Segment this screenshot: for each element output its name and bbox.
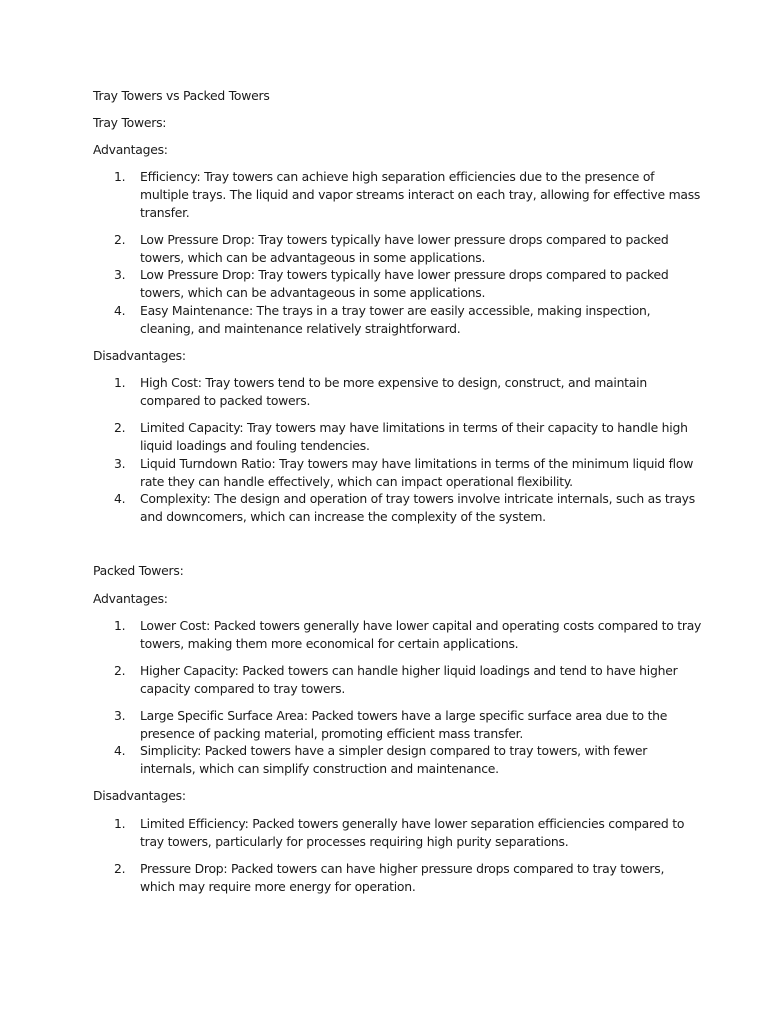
text-line: cleaning, and maintenance relatively straightforward. [140,321,461,336]
text-line: Large Specific Surface Area: Packed towers have a large specific surface area due to the [140,708,668,723]
text-line: capacity compared to tray towers. [140,681,346,696]
list-number: 1. [114,618,126,633]
text-line: towers, making them more economical for certain applications. [140,636,519,651]
text-line: Limited Capacity: Tray towers may have limitations in terms of their capacity to handle high [140,420,688,435]
text-line: High Cost: Tray towers tend to be more expensive to design, construct, and maintain [140,375,647,390]
text-line: compared to packed towers. [140,393,311,408]
list-item-text [140,455,700,491]
text-line: which may require more energy for operation. [140,879,416,894]
text-line: Easy Maintenance: The trays in a tray tower are easily accessible, making inspection, [140,303,651,318]
list-item-text [140,742,700,778]
text-line: Higher Capacity: Packed towers can handle higher liquid loadings and tend to have higher [140,663,678,678]
list-number: 4. [114,491,126,506]
list-number: 2. [114,232,126,247]
list-item-text [140,617,700,653]
list-item-text [140,266,700,302]
list-item-text [140,860,700,896]
list-item-text [140,815,700,851]
text-line: transfer. [140,205,190,220]
list-item-text [140,707,700,743]
list-item-text [140,168,700,222]
text-line: Efficiency: Tray towers can achieve high separation efficiencies due to the presence of [140,169,655,184]
packed-towers-heading: Packed Towers: [93,563,184,578]
list-number: 2. [114,861,126,876]
list-number: 3. [114,708,126,723]
packed-disadvantages-heading: Disadvantages: [93,788,186,803]
text-line: Low Pressure Drop: Tray towers typically have lower pressure drops compared to packed [140,232,669,247]
list-item-text [140,302,700,338]
list-number: 2. [114,663,126,678]
tray-towers-heading: Tray Towers: [93,115,167,130]
list-item-text [140,419,700,455]
text-line: Simplicity: Packed towers have a simpler design compared to tray towers, with fewer [140,743,648,758]
text-line: tray towers, particularly for processes requiring high purity separations. [140,834,569,849]
list-number: 4. [114,303,126,318]
list-item-text [140,662,700,698]
document-title: Tray Towers vs Packed Towers [93,88,270,103]
list-number: 2. [114,420,126,435]
text-line: Complexity: The design and operation of tray towers involve intricate internals, such as trays [140,491,695,506]
list-item-text [140,374,700,410]
list-number: 1. [114,816,126,831]
text-line: liquid loadings and fouling tendencies. [140,438,370,453]
text-line: Limited Efficiency: Packed towers generally have lower separation efficiencies compared to [140,816,685,831]
list-number: 1. [114,169,126,184]
text-line: and downcomers, which can increase the complexity of the system. [140,509,546,524]
tray-advantages-heading: Advantages: [93,142,168,157]
list-item-text [140,490,700,526]
text-line: presence of packing material, promoting efficient mass transfer. [140,726,524,741]
text-line: Pressure Drop: Packed towers can have higher pressure drops compared to tray towers, [140,861,665,876]
list-number: 1. [114,375,126,390]
text-line: internals, which can simplify construction and maintenance. [140,761,499,776]
packed-advantages-heading: Advantages: [93,591,168,606]
list-item-text [140,231,700,267]
text-line: towers, which can be advantageous in some applications. [140,285,486,300]
list-number: 3. [114,456,126,471]
text-line: multiple trays. The liquid and vapor streams interact on each tray, allowing for effective mass [140,187,701,202]
text-line: Liquid Turndown Ratio: Tray towers may have limitations in terms of the minimum liquid flow [140,456,694,471]
text-line: Lower Cost: Packed towers generally have lower capital and operating costs compared to tray [140,618,702,633]
list-number: 3. [114,267,126,282]
text-line: towers, which can be advantageous in some applications. [140,250,486,265]
tray-disadvantages-heading: Disadvantages: [93,348,186,363]
text-line: Low Pressure Drop: Tray towers typically have lower pressure drops compared to packed [140,267,669,282]
text-line: rate they can handle effectively, which can impact operational flexibility. [140,474,573,489]
list-number: 4. [114,743,126,758]
